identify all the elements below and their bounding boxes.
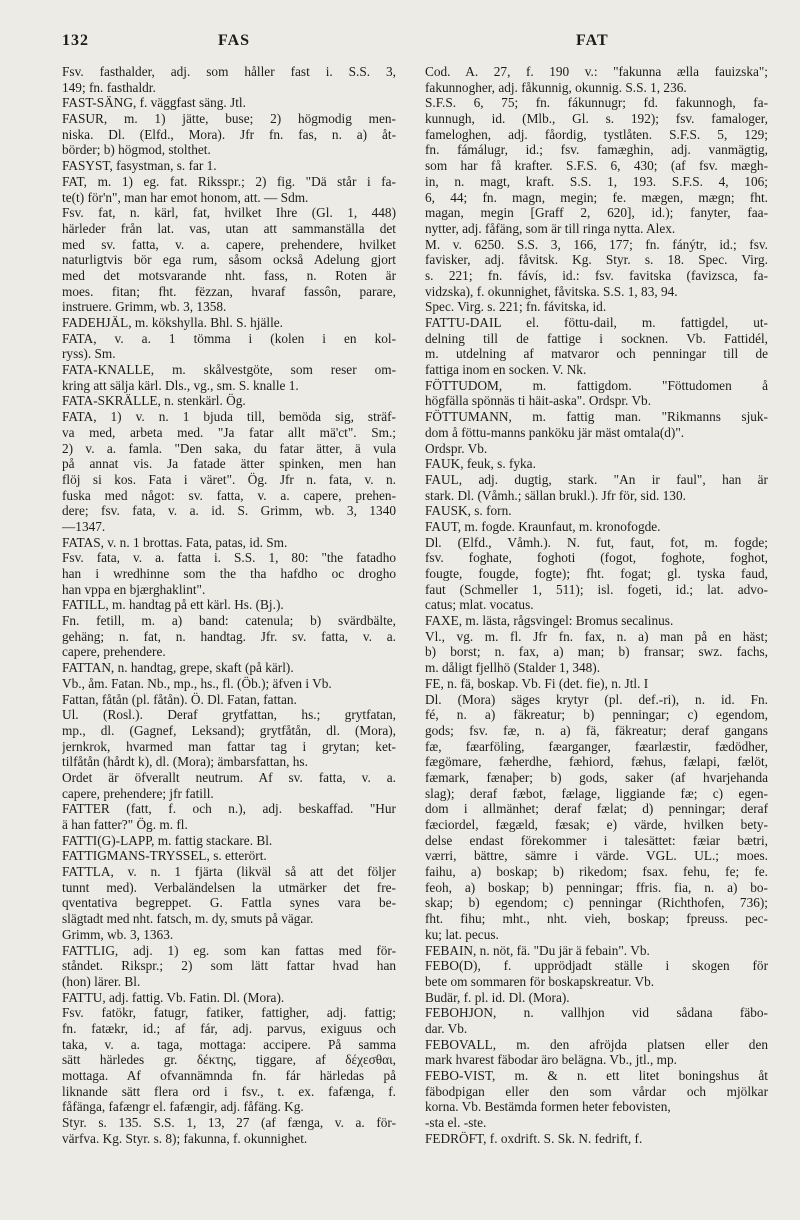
text-line: Cod. A. 27, f. 190 v.: "fakunna ælla fauizska"; xyxy=(425,64,768,79)
text-line: faihu, a) boskap; b) rikedom; fsax. fehu, fe; fe. xyxy=(425,864,768,880)
text-line: fuska med något: sv. fatta, v. a. capere, prehen- xyxy=(62,487,396,503)
text-line: Fsv. fasthalder, adj. som håller fast i. S.S. 3, xyxy=(62,64,396,79)
text-line: niska. Dl. (Elfd., Mora). Jfr fn. fas, n. a) åt- xyxy=(62,126,396,142)
text-line: FATA, v. a. 1 tömma i (kolen i en kol- xyxy=(62,330,396,346)
page-number: 132 xyxy=(62,32,89,49)
text-line: Ordet är öfverallt neutrum. Af sv. fatta, v. a. xyxy=(62,769,396,785)
text-line: Fsv. fat, n. kärl, fat, hvilket Ihre (Gl. 1, 448) xyxy=(62,205,396,221)
text-line: han i wredhinne som the tha hafdho oc drogho xyxy=(62,566,396,581)
text-line: bete om sommaren för boskapskreatur. Vb. xyxy=(425,973,655,989)
text-line: m. utdelning af matvaror och penningar till de xyxy=(425,346,768,362)
text-line: jernkrok, hvarmed man fattar tag i grytan; ket- xyxy=(62,738,396,754)
text-line: FATTLIG, adj. 1) eg. som kan fattas med för- xyxy=(62,942,396,958)
text-line: mark hvarest fäbodar äro belägna. Vb., jtl., mp. xyxy=(425,1052,677,1068)
text-line: Spec. Virg. s. 221; fn. fávitska, id. xyxy=(425,299,607,315)
text-line: skap; b) egendom; c) penningar (Richthofen, 736); xyxy=(425,895,768,911)
text-line: fht. fihu; mht., nht. vieh, boskap; fpreuss. pec- xyxy=(425,911,768,927)
text-line: FATILL, m. handtag på ett kärl. Hs. (Bj.). xyxy=(62,597,284,613)
text-line: fægömare, fæherdhe, fæhiord, fæhus, fælapi, fælöt, xyxy=(425,754,768,770)
text-line: mottaga. Af ofvannämnda fn. fár härledas på xyxy=(62,1068,396,1083)
text-line: flöj si kos. Fata i väret". Ög. Jfr n. fata, v. n. xyxy=(62,471,396,487)
text-line: fn. fámálugr, id.; fsv. famæghin, adj. vanmägtig, xyxy=(425,142,768,158)
text-line: FAUL, adj. dugtig, stark. "An ir faul", han är xyxy=(425,471,768,487)
text-line: (hon) lärer. Bl. xyxy=(62,973,141,989)
text-line: 6, 44; fn. magn, megin; fe. mægen, mægn; fht. xyxy=(425,189,768,205)
text-line: Styr. s. 135. S.S. 1, 13, 27 (af fænga, v. a. för- xyxy=(62,1115,396,1131)
text-line: slägtadt med nht. fatsch, m. dy, smuts på vägar. xyxy=(62,911,314,927)
text-line: stark. Dl. (Våmh.; sällan brukl.). Jfr för, sid. 130. xyxy=(425,487,686,503)
text-line: börder; b) högmod, stolthet. xyxy=(62,142,211,158)
text-line: värfva. Kg. Styr. s. 8); fakunna, f. okunnighet. xyxy=(62,1130,308,1146)
text-line: FATA, 1) v. n. 1 bjuda till, bemöda sig, sträf- xyxy=(62,409,396,425)
text-line: FEDRÖFT, f. oxdrift. S. Sk. N. fedrift, f. xyxy=(425,1130,643,1146)
text-line: FAUSK, s. forn. xyxy=(425,503,512,519)
page-header xyxy=(0,32,800,58)
text-line: FATAS, v. n. 1 brottas. Fata, patas, id. Sm. xyxy=(62,534,288,550)
left-running-head: FAS xyxy=(218,32,251,49)
text-line: FEBOVALL, m. den afröjda platsen eller den xyxy=(425,1036,768,1052)
text-line: kring att sälja kärl. Dls., vg., sm. S. knalle 1. xyxy=(62,377,299,393)
text-line: fougte, fougde, fogte); fht. fogat; gl. tyska faud, xyxy=(425,566,768,581)
text-line: FATTER (fatt, f. och n.), adj. beskaffad. "Hur xyxy=(62,801,396,817)
right-running-head: FAT xyxy=(576,32,609,49)
text-line: FAUK, feuk, s. fyka. xyxy=(425,456,536,472)
text-line: FATA-SKRÄLLE, n. stenkärl. Ög. xyxy=(62,393,246,409)
text-line: fäbodpigan eller den som vårdar och mjölkar xyxy=(425,1083,768,1099)
text-line: fæmark, fænaþer; b) gods, saker (af hvarjehanda xyxy=(425,769,768,785)
left-column xyxy=(62,64,396,1146)
text-line: favisker, adj. fåvitsk. Kg. Styr. s. 18. Spec. Virg. xyxy=(425,252,768,268)
text-line: fé, n. a) fäkreatur; b) penningar; c) egendom, xyxy=(425,707,768,723)
text-line: fameloghen, adj. fåordig, tystlåten. S.F.S. 5, 129; xyxy=(425,126,768,142)
text-line: han vppa en bjærghaklint". xyxy=(62,581,206,597)
text-line: Dl. (Mora) säges krytyr (pl. def.-ri), n. id. Fn. xyxy=(425,691,768,707)
text-line: fåfänga, fafængr el. fafængir, adj. fåfäng. Kg. xyxy=(62,1099,304,1115)
text-line: dom å föttu-manns panköku jär mäst omtala(d)". xyxy=(425,424,685,440)
text-line: mp., dl. (Gagnef, Leksand); grytfåtån, dl. (Mora), xyxy=(62,722,396,738)
text-line: fn. fatækr, id.; af fár, adj. parvus, exiguus och xyxy=(62,1020,396,1036)
text-line: sätt härledes gr. δέκτης, tiggare, af δέχεσθαι, xyxy=(62,1052,396,1068)
text-line: korna. Vb. Bestämda formen heter febovisten, xyxy=(425,1099,671,1115)
text-line: FAST-SÄNG, f. väggfast säng. Jtl. xyxy=(62,95,246,111)
text-line: fæ, fæarföling, fæarganger, fæarlæstir, fædödher, xyxy=(425,738,768,754)
text-line: som har få krafter. S.F.S. 6, 430; (af fsv. mægh- xyxy=(425,158,768,174)
text-line: på annat vis. Ja fatade ätter spinken, men han xyxy=(62,456,396,472)
text-line: gods; fsv. fæ, n. a) fä, fäkreatur; deraf gangans xyxy=(425,722,768,738)
text-line: dere; fsv. fata, v. a. id. S. Grimm, wb. 3, 1340 xyxy=(62,503,396,519)
text-line: slag); deraf fæbot, fælage, liggiande fæ; c) egen- xyxy=(425,785,768,801)
text-line: ä han fatter?" Ög. m. fl. xyxy=(62,817,188,832)
text-line: FEBO(D), f. upprödjadt ställe i skogen för xyxy=(425,958,768,974)
text-line: —1347. xyxy=(62,518,106,534)
text-line: qventativa begreppet. G. Fattla synes vara be- xyxy=(62,895,396,911)
text-line: M. v. 6250. S.S. 3, 166, 177; fn. fánýtr, id.; fsv. xyxy=(425,236,768,252)
text-line: ku; lat. pecus. xyxy=(425,926,499,942)
text-line: moes. fitan; fht. fëzzan, hvaraf fassôn, parare, xyxy=(62,283,396,299)
text-line: FATTAN, n. handtag, grepe, skaft (på kärl). xyxy=(62,660,294,676)
text-line: Fsv. fatökr, fatugr, fatiker, fattigher, adj. fattig; xyxy=(62,1005,396,1021)
text-line: fæciordel, fægæld, fæsak; e) värde, hvilken bety- xyxy=(425,817,768,832)
text-line: te(t) för'n", man har emot honom, att. — Sdm. xyxy=(62,189,309,205)
text-line: härleder från lat. vas, utan att sammanställa det xyxy=(62,220,396,236)
text-line: Fsv. fata, v. a. fatta i. S.S. 1, 80: "the fatadho xyxy=(62,550,396,566)
text-line: liknande sätt flera ord i fsv., t. ex. fafænga, f. xyxy=(62,1083,396,1099)
text-line: catus; mlat. vocatus. xyxy=(425,597,534,613)
text-line: Fattan, fåtån (pl. fåtån). Ö. Dl. Fatan, fattan. xyxy=(62,691,297,707)
text-line: b) borst; n. fax, a) man; b) fransar; swz. fachs, xyxy=(425,644,768,660)
text-line: 2) v. a. famla. "Den saka, du fatar ätter, ä vula xyxy=(62,440,396,456)
text-line: s. 221; fn. fávís, id.: fsv. favitska (favizsca, fa- xyxy=(425,267,768,283)
text-line: ståndet. Rikspr.; 2) som lätt fattar hvad han xyxy=(62,958,396,974)
text-line: m. dåligt fjellhö (Stalder 1, 348). xyxy=(425,660,601,676)
text-line: dom i allmänhet; deraf fælat; d) penningar; deraf xyxy=(425,801,768,817)
text-line: magan, megin [Graff 2, 620], id.); fanyter, faa- xyxy=(425,205,768,221)
text-line: FATTLA, v. n. 1 fjärta (likväl så att det följer xyxy=(62,864,396,880)
text-line: FEBAIN, n. nöt, fä. "Du jär ä febain". Vb. xyxy=(425,942,650,958)
text-line: FADEHJÄL, m. kökshylla. Bhl. S. hjälle. xyxy=(62,315,283,330)
text-line: Dl. (Elfd., Våmh.). N. fut, faut, fot, m. fogde; xyxy=(425,534,768,550)
text-line: FATTU-DAIL el. föttu-dail, m. fattigdel, ut- xyxy=(425,315,768,330)
text-line: nytter, adj. fåfäng, som är till ringa nytta. Alex. xyxy=(425,220,676,236)
text-line: högfälla spönnäs ti häit-aska". Ordspr. Vb. xyxy=(425,393,652,409)
text-line: FASUR, m. 1) jätte, buse; 2) högmodig men- xyxy=(62,111,396,127)
text-line: FASYST, fasystman, s. far 1. xyxy=(62,158,217,174)
text-line: Ul. (Rosl.). Deraf grytfattan, hs.; grytfatan, xyxy=(62,707,396,723)
text-line: fsv. foghate, foghoti (fogot, foghote, foghot, xyxy=(425,550,768,566)
text-line: va med, arbeta med. "Ja fatar allt mä'ct". Sm.; xyxy=(62,424,396,440)
text-line: taka, v. a. taga, mottaga: accipere. På samma xyxy=(62,1036,396,1052)
text-line: med det motsvarande nht. fass, n. Roten är xyxy=(62,267,396,283)
text-line: dar. Vb. xyxy=(425,1020,468,1036)
text-line: feoh, a) boskap; b) penningar; ffris. fia, n. a) bo- xyxy=(425,879,768,895)
text-line: Vb., åm. Fatan. Nb., mp., hs., fl. (Öb.); äfven i Vb. xyxy=(62,675,332,691)
text-line: FEBOHJON, n. vallhjon vid sådana fäbo- xyxy=(425,1005,768,1021)
text-line: FAUT, m. fogde. Kraunfaut, m. kronofogde. xyxy=(425,518,661,534)
text-line: capere, prehendere; jfr fatill. xyxy=(62,785,214,801)
text-line: med sv. fatta, v. a. capere, prehendere, hvilket xyxy=(62,236,396,252)
text-line: S.F.S. 6, 75; fn. fákunnugr; fd. fakunnogh, fa- xyxy=(425,95,768,111)
text-line: FATA-KNALLE, m. skålvestgöte, som reser om- xyxy=(62,362,396,378)
text-line: -sta el. -ste. xyxy=(425,1115,487,1131)
text-line: FE, n. fä, boskap. Vb. Fi (det. fie), n. Jtl. I xyxy=(425,675,649,691)
text-line: instruere. Grimm, wb. 3, 1358. xyxy=(62,299,227,315)
text-line: delse endast förekommer i talesättet: fæiar bætri, xyxy=(425,832,768,848)
text-line: gehäng; n. fat, n. handtag. Jfr. sv. fatta, v. a. xyxy=(62,628,396,644)
text-line: Vl., vg. m. fl. Jfr fn. fax, n. a) man på en häst; xyxy=(425,628,768,644)
text-line: delning till de fattige i socknen. Vb. Fattidél, xyxy=(425,330,768,346)
text-line: Fn. fetill, m. a) band: catenula; b) svärdbälte, xyxy=(62,613,396,629)
text-line: fakunnogher, adj. fåkunnig, okunnig. S.S. 1, 236. xyxy=(425,79,687,95)
text-line: FATTU, adj. fattig. Vb. Fatin. Dl. (Mora). xyxy=(62,989,285,1005)
text-line: FAT, m. 1) eg. fat. Riksspr.; 2) fig. "Dä står i fa- xyxy=(62,173,396,189)
right-column xyxy=(425,64,768,1146)
text-line: FAXE, m. lästa, rågsvingel: Bromus secalinus. xyxy=(425,613,674,629)
text-line: FEBO-VIST, m. & n. ett litet boningshus åt xyxy=(425,1068,768,1083)
text-line: fattiga inom en socken. V. Nk. xyxy=(425,362,587,378)
text-line: FÖTTUDOM, m. fattigdom. "Föttudomen å xyxy=(425,377,768,393)
text-line: FATTI(G)-LAPP, m. fattig stackare. Bl. xyxy=(62,832,273,848)
text-line: FÖTTUMANN, m. fattig man. "Rikmanns sjuk- xyxy=(425,409,768,425)
text-line: kunnugh, id. (Mlb., Gl. s. 192); fsv. famaloger, xyxy=(425,111,768,127)
text-line: Budär, f. pl. id. Dl. (Mora). xyxy=(425,989,570,1005)
text-line: faut (Schmeller 1, 511); isl. fogeti, id.; lat. advo- xyxy=(425,581,768,597)
text-line: FATTIGMANS-TRYSSEL, s. etterört. xyxy=(62,848,267,864)
text-line: in, n. magt, kraft. S.S. 1, 193. S.F.S. 4, 106; xyxy=(425,173,768,189)
text-line: Grimm, wb. 3, 1363. xyxy=(62,926,174,942)
text-line: capere, prehendere. xyxy=(62,644,166,660)
text-line: Ordspr. Vb. xyxy=(425,440,488,456)
text-line: ryss). Sm. xyxy=(62,346,116,362)
text-line: tilfåtån (hårdt k), dl. (Mora); ämbarsfattan, hs. xyxy=(62,754,308,770)
text-line: 149; fn. fasthaldr. xyxy=(62,79,156,95)
text-line: vidzska), f. okunnighet, fåvitska. S.S. 1, 83, 94. xyxy=(425,283,678,299)
text-line: tunnt med). Verbaländelsen la utmärker det fre- xyxy=(62,879,396,895)
text-line: værri, bättre, sämre i värde. VGL. UL.; moes. xyxy=(425,848,768,864)
text-line: naturligtvis bör ega rum, såsom också Adelung gjort xyxy=(62,252,396,268)
